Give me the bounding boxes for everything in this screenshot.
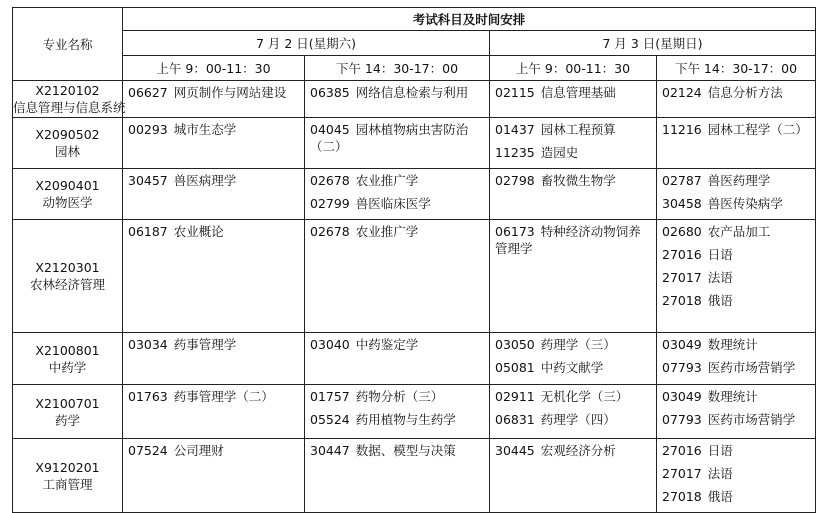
- exam-slot-cell: [490, 333, 657, 385]
- course-entry: [662, 388, 810, 406]
- course-entry: [662, 121, 810, 139]
- course-code: 06173: [495, 224, 535, 239]
- course-entry: [662, 84, 810, 102]
- course-entry: [128, 388, 299, 406]
- course-name: 公司理财: [173, 443, 224, 458]
- course-entry: [662, 195, 810, 213]
- course-code: 03040: [310, 337, 350, 352]
- course-code: 07793: [662, 360, 702, 375]
- course-name: 日语: [707, 247, 733, 262]
- exam-slot-cell: [123, 385, 305, 439]
- course-code: 02911: [495, 389, 535, 404]
- exam-slot-cell: [490, 81, 657, 118]
- course-code: 27017: [662, 270, 702, 285]
- table-row: [13, 333, 816, 385]
- major-cell: [13, 439, 123, 513]
- exam-slot-cell: [123, 81, 305, 118]
- course-code: 00293: [128, 122, 168, 137]
- major-column-header: 专业名称: [13, 8, 123, 81]
- course-entry: [310, 411, 484, 429]
- course-name: 农业推广学: [355, 224, 419, 239]
- course-entry: [662, 411, 810, 429]
- course-entry: [495, 144, 651, 162]
- table-row: [13, 439, 816, 513]
- course-code: 30458: [662, 196, 702, 211]
- course-name: 法语: [707, 270, 733, 285]
- course-code: 11235: [495, 145, 535, 160]
- table-row: [13, 169, 816, 220]
- course-name: 兽医药理学: [707, 173, 771, 188]
- course-code: 02678: [310, 173, 350, 188]
- course-entry: [310, 442, 484, 460]
- course-entry: [310, 121, 484, 155]
- course-entry: [495, 223, 651, 257]
- exam-slot-cell: [490, 439, 657, 513]
- exam-slot-cell: [657, 118, 816, 169]
- major-cell: [13, 118, 123, 169]
- course-entry: [310, 388, 484, 406]
- course-name: 园林工程学（二）: [707, 122, 808, 137]
- exam-slot-cell: [305, 118, 490, 169]
- exam-slot-cell: [123, 118, 305, 169]
- course-name: 农业推广学: [355, 173, 419, 188]
- course-name: 药理学（三）: [540, 337, 616, 352]
- course-code: 11216: [662, 122, 702, 137]
- course-code: 01763: [128, 389, 168, 404]
- course-entry: [662, 488, 810, 506]
- course-entry: [128, 336, 299, 354]
- time-header-day1-am: 上午 9：00-11：30: [123, 56, 305, 81]
- major-name: 动物医学: [42, 195, 93, 210]
- course-code: 03034: [128, 337, 168, 352]
- major-cell: [13, 220, 123, 333]
- course-code: 05524: [310, 412, 350, 427]
- exam-slot-cell: [305, 385, 490, 439]
- course-code: 01757: [310, 389, 350, 404]
- course-code: 27018: [662, 489, 702, 504]
- exam-slot-cell: [123, 220, 305, 333]
- course-entry: [662, 172, 810, 190]
- time-header-day1-pm: 下午 14：30-17：00: [305, 56, 490, 81]
- course-entry: [662, 269, 810, 287]
- course-entry: [128, 172, 299, 190]
- course-name: 药事管理学（二）: [173, 389, 274, 404]
- schedule-title: 考试科目及时间安排: [123, 8, 816, 31]
- exam-slot-cell: [123, 439, 305, 513]
- course-name: 俄语: [707, 489, 733, 504]
- course-code: 02124: [662, 85, 702, 100]
- course-code: 03049: [662, 337, 702, 352]
- course-name: 俄语: [707, 293, 733, 308]
- course-code: 02798: [495, 173, 535, 188]
- course-code: 27018: [662, 293, 702, 308]
- course-code: 02680: [662, 224, 702, 239]
- major-name: 工商管理: [42, 476, 93, 492]
- table-row: [13, 118, 816, 169]
- course-code: 30447: [310, 443, 350, 458]
- course-name: 信息管理基础: [540, 85, 616, 100]
- course-code: 03050: [495, 337, 535, 352]
- course-name: 园林工程预算: [540, 122, 616, 137]
- course-code: 07524: [128, 443, 168, 458]
- major-name: 农林经济管理: [29, 277, 105, 292]
- course-entry: [495, 359, 651, 377]
- major-cell: [13, 169, 123, 220]
- major-name: 信息管理与信息系统: [13, 100, 126, 115]
- course-name: 园林植物病虫害防治（二）: [310, 122, 469, 154]
- course-entry: [310, 195, 484, 213]
- course-name: 无机化学（三）: [540, 389, 629, 404]
- exam-slot-cell: [657, 169, 816, 220]
- course-name: 数理统计: [707, 337, 758, 352]
- exam-slot-cell: [123, 169, 305, 220]
- exam-schedule-table: [12, 7, 816, 513]
- major-code: X2120301: [35, 260, 100, 275]
- course-entry: [495, 172, 651, 190]
- course-name: 农业概论: [173, 224, 224, 239]
- major-cell: [13, 81, 126, 118]
- course-entry: [128, 121, 299, 139]
- course-code: 05081: [495, 360, 535, 375]
- major-cell: [13, 385, 123, 439]
- exam-slot-cell: [305, 220, 490, 333]
- course-entry: [128, 84, 299, 101]
- course-name: 药物分析（三）: [355, 389, 444, 404]
- course-name: 医药市场营销学: [707, 360, 796, 375]
- course-code: 07793: [662, 412, 702, 427]
- course-code: 02799: [310, 196, 350, 211]
- major-code: X2120102: [35, 83, 100, 98]
- major-code: X2100801: [35, 342, 100, 358]
- exam-slot-cell: [490, 118, 657, 169]
- schedule-body: [13, 81, 816, 513]
- course-name: 网络信息检索与利用: [355, 85, 469, 100]
- course-entry: [495, 388, 651, 406]
- course-entry: [495, 411, 651, 429]
- time-header-day2-am: 上午 9：00-11：30: [490, 56, 657, 81]
- course-code: 30457: [128, 173, 168, 188]
- course-name: 中药鉴定学: [355, 337, 419, 352]
- course-name: 数据、模型与决策: [355, 443, 456, 458]
- table-row: [13, 81, 816, 118]
- course-name: 兽医传染病学: [707, 196, 783, 211]
- course-entry: [662, 336, 810, 354]
- course-name: 药用植物与生药学: [355, 412, 456, 427]
- course-entry: [495, 121, 651, 139]
- exam-slot-cell: [657, 220, 816, 333]
- course-name: 农产品加工: [707, 224, 771, 239]
- major-code: X9120201: [35, 459, 100, 475]
- course-name: 造园史: [540, 145, 579, 160]
- course-entry: [128, 442, 299, 460]
- time-header-day2-pm: 下午 14：30-17：00: [657, 56, 816, 81]
- exam-slot-cell: [123, 333, 305, 385]
- course-entry: [310, 84, 484, 101]
- course-name: 日语: [707, 443, 733, 458]
- major-name: 药学: [54, 412, 80, 428]
- course-name: 特种经济动物饲养管理学: [495, 224, 641, 256]
- course-code: 04045: [310, 122, 350, 137]
- exam-slot-cell: [305, 439, 490, 513]
- course-code: 06385: [310, 85, 350, 100]
- course-name: 宏观经济分析: [540, 443, 616, 458]
- major-name: 中药学: [48, 359, 87, 375]
- course-entry: [662, 465, 810, 483]
- course-name: 畜牧微生物学: [540, 173, 616, 188]
- exam-slot-cell: [490, 385, 657, 439]
- course-code: 02787: [662, 173, 702, 188]
- course-name: 医药市场营销学: [707, 412, 796, 427]
- exam-slot-cell: [657, 81, 816, 118]
- exam-slot-cell: [657, 385, 816, 439]
- major-name: 园林: [54, 144, 80, 159]
- course-code: 27016: [662, 247, 702, 262]
- course-code: 03049: [662, 389, 702, 404]
- table-row: [13, 385, 816, 439]
- course-name: 兽医病理学: [173, 173, 237, 188]
- course-entry: [495, 336, 651, 354]
- course-code: 06627: [128, 85, 168, 100]
- course-name: 数理统计: [707, 389, 758, 404]
- course-name: 药理学（四）: [540, 412, 616, 427]
- course-code: 02678: [310, 224, 350, 239]
- exam-slot-cell: [490, 220, 657, 333]
- date-header-day1: 7 月 2 日(星期六): [123, 31, 490, 56]
- exam-slot-cell: [305, 169, 490, 220]
- exam-slot-cell: [657, 439, 816, 513]
- major-code: X2100701: [35, 395, 100, 411]
- course-entry: [662, 246, 810, 264]
- course-name: 中药文献学: [540, 360, 604, 375]
- major-code: X2090401: [35, 178, 100, 193]
- course-entry: [495, 442, 651, 460]
- course-name: 城市生态学: [173, 122, 237, 137]
- course-name: 法语: [707, 466, 733, 481]
- course-entry: [662, 359, 810, 377]
- course-entry: [310, 172, 484, 190]
- course-entry: [310, 336, 484, 354]
- exam-slot-cell: [490, 169, 657, 220]
- course-entry: [495, 84, 651, 102]
- course-entry: [662, 292, 810, 310]
- exam-slot-cell: [305, 81, 490, 118]
- course-entry: [662, 223, 810, 241]
- course-name: 网页制作与网站建设: [173, 85, 287, 100]
- course-code: 27016: [662, 443, 702, 458]
- table-row: [13, 220, 816, 333]
- course-entry: [128, 223, 299, 241]
- course-code: 02115: [495, 85, 535, 100]
- course-name: 药事管理学: [173, 337, 237, 352]
- major-code: X2090502: [35, 127, 100, 142]
- course-code: 30445: [495, 443, 535, 458]
- major-cell: [13, 333, 123, 385]
- course-code: 27017: [662, 466, 702, 481]
- date-header-day2: 7 月 3 日(星期日): [490, 31, 816, 56]
- course-entry: [310, 223, 484, 241]
- course-name: 兽医临床医学: [355, 196, 431, 211]
- course-code: 01437: [495, 122, 535, 137]
- course-code: 06187: [128, 224, 168, 239]
- course-code: 06831: [495, 412, 535, 427]
- course-entry: [662, 442, 810, 460]
- course-name: 信息分析方法: [707, 85, 783, 100]
- exam-slot-cell: [305, 333, 490, 385]
- exam-slot-cell: [657, 333, 816, 385]
